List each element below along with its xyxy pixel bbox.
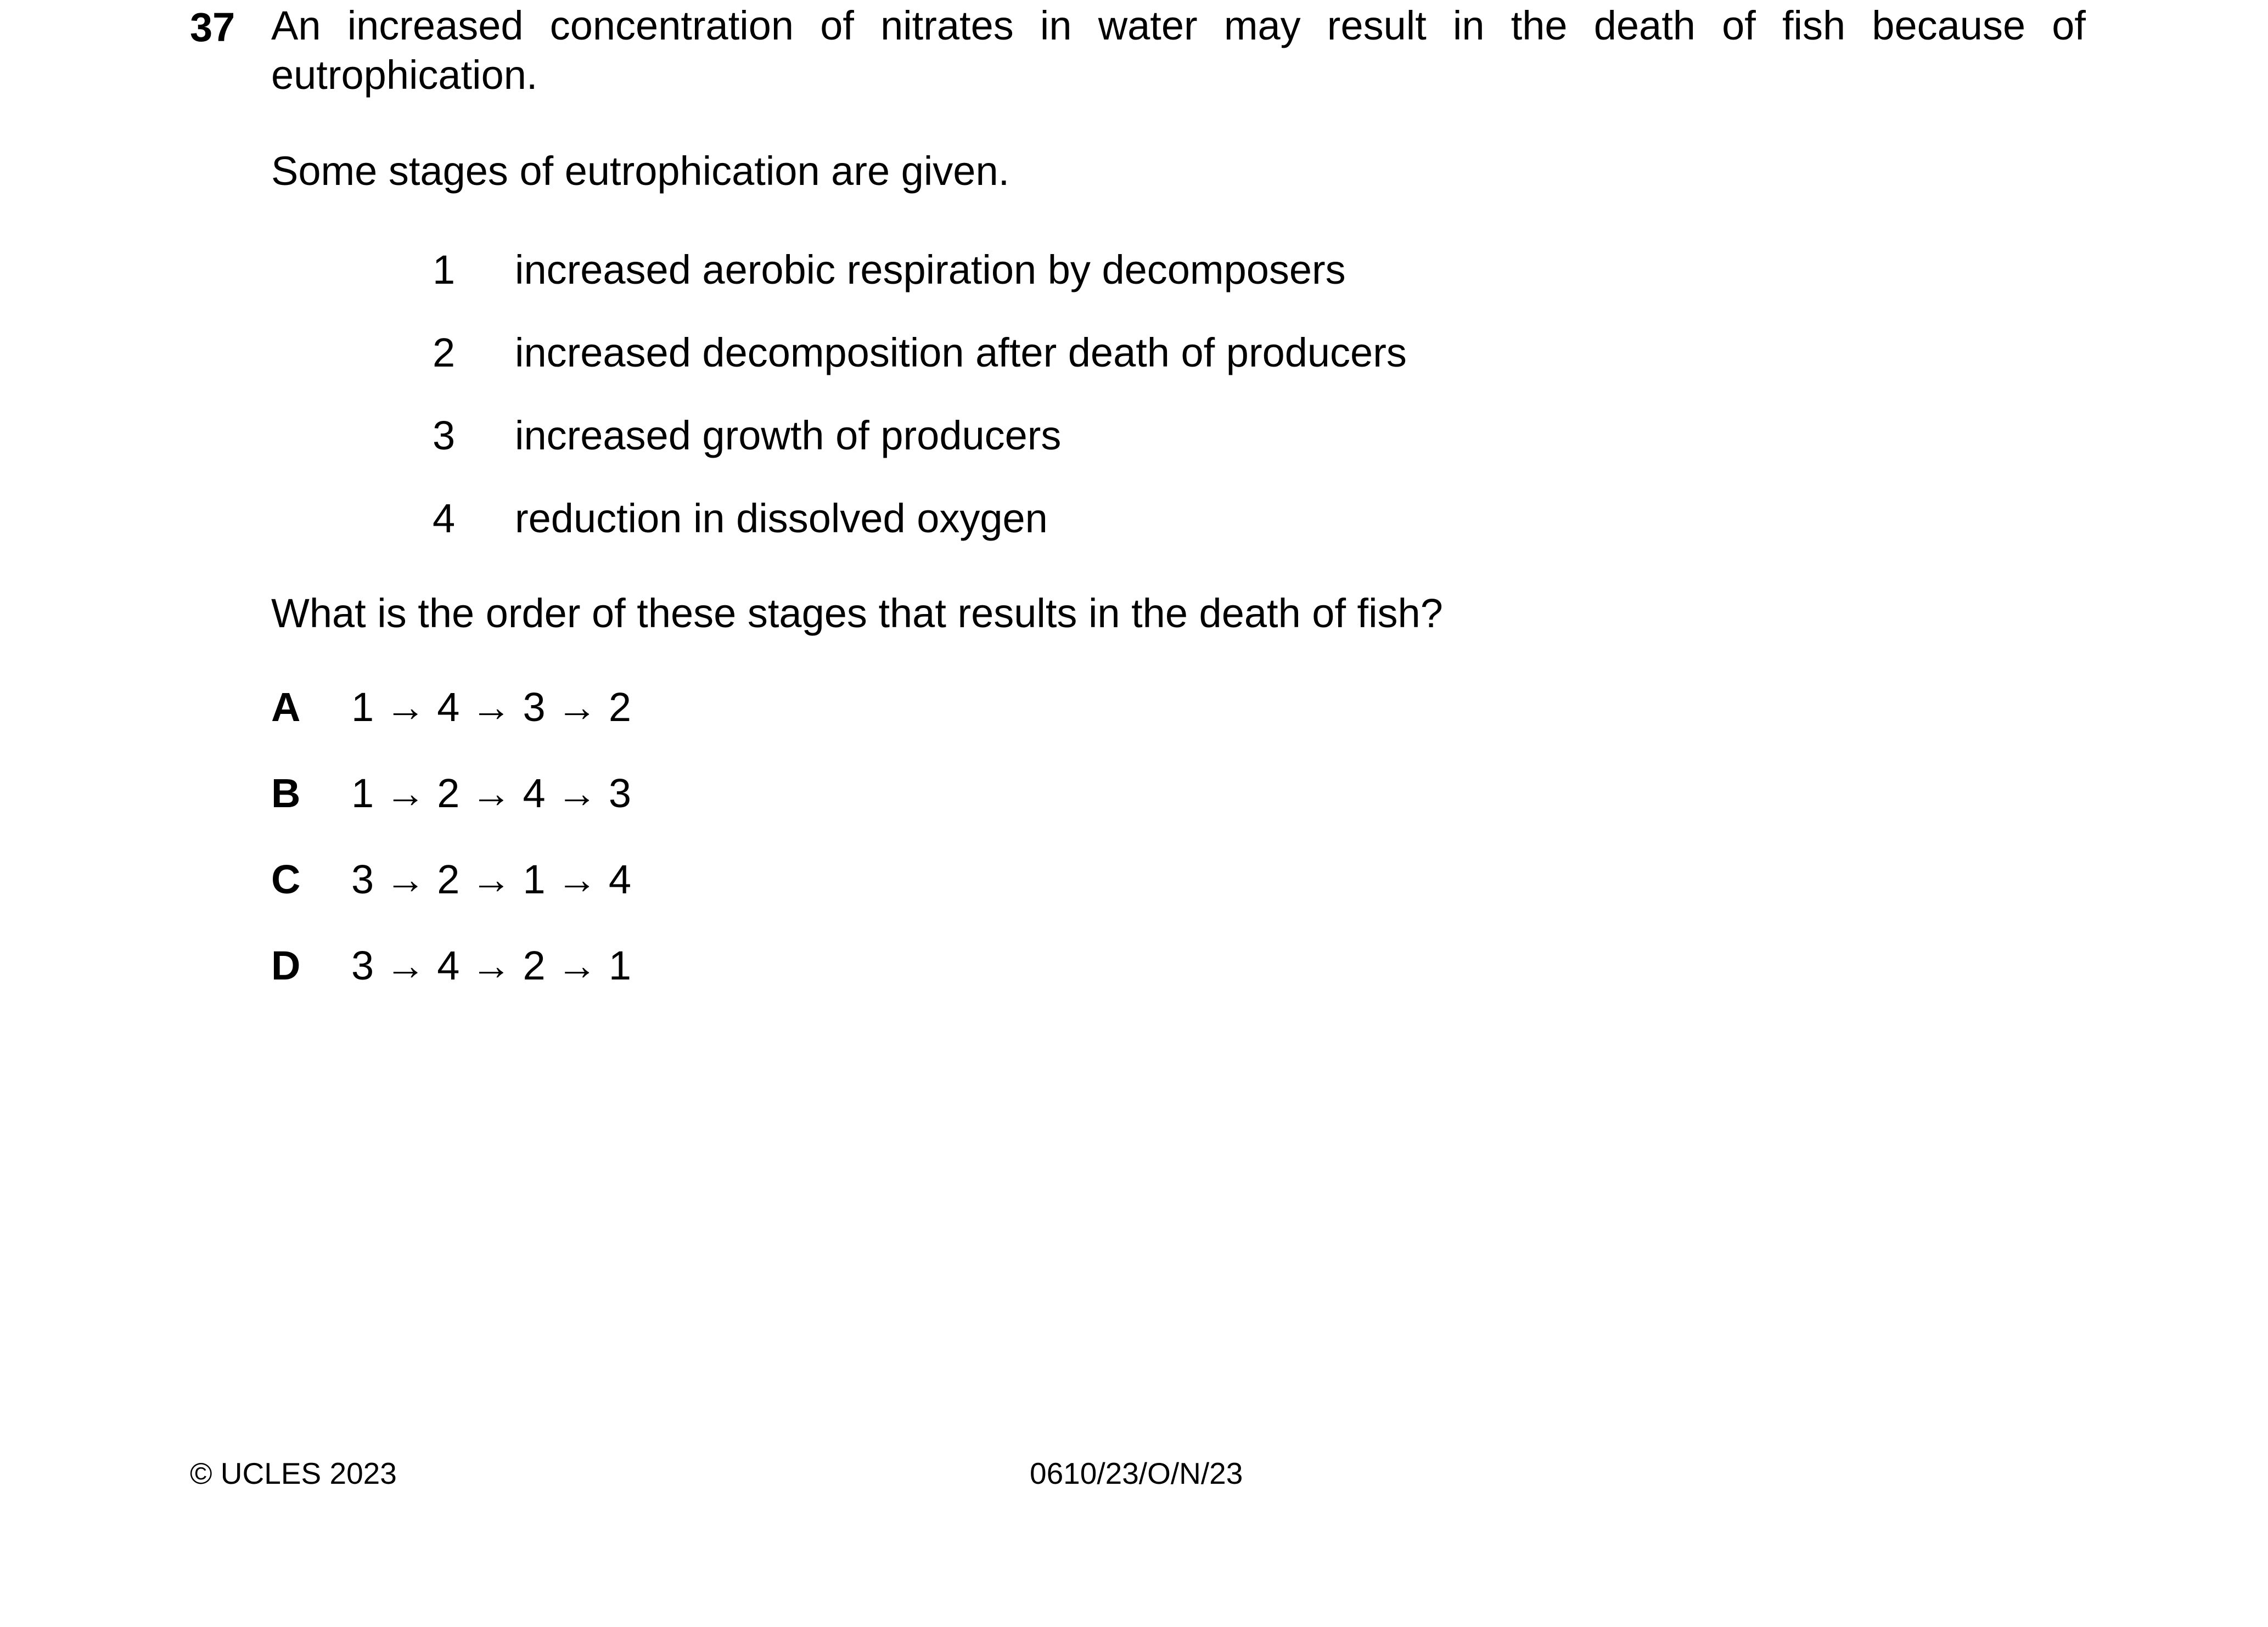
option-text-a[interactable]: 1 → 4 → 3 → 2 <box>351 684 631 730</box>
option-text-d[interactable]: 3 → 4 → 2 → 1 <box>351 943 631 988</box>
stage-number-1: 1 <box>433 247 456 292</box>
stage-number-2: 2 <box>433 330 456 375</box>
question-stem-line-2: eutrophication. <box>271 52 538 98</box>
option-letter-b[interactable]: B <box>271 770 301 816</box>
question-stem-line-1: An increased concentration of nitrates in water may result in the death of fish because of <box>271 3 2086 48</box>
option-letter-a[interactable]: A <box>271 684 301 730</box>
stages-intro: Some stages of eutrophication are given. <box>271 148 1010 194</box>
option-letter-d[interactable]: D <box>271 943 301 988</box>
footer-paper-code: 0610/23/O/N/23 <box>1030 1456 1243 1490</box>
stage-text-1: increased aerobic respiration by decomposers <box>515 247 1346 292</box>
option-letter-c[interactable]: C <box>271 857 301 902</box>
stage-number-3: 3 <box>433 413 456 458</box>
question-prompt: What is the order of these stages that results in the death of fish? <box>271 590 1443 636</box>
stage-text-2: increased decomposition after death of producers <box>515 330 1407 375</box>
footer-copyright: © UCLES 2023 <box>190 1456 397 1490</box>
option-text-b[interactable]: 1 → 2 → 4 → 3 <box>351 770 631 816</box>
question-stem <box>271 1 2086 100</box>
question-number: 37 <box>190 4 235 50</box>
stage-text-4: reduction in dissolved oxygen <box>515 496 1048 541</box>
stage-text-3: increased growth of producers <box>515 413 1062 458</box>
option-text-c[interactable]: 3 → 2 → 1 → 4 <box>351 857 631 902</box>
stage-number-4: 4 <box>433 496 456 541</box>
